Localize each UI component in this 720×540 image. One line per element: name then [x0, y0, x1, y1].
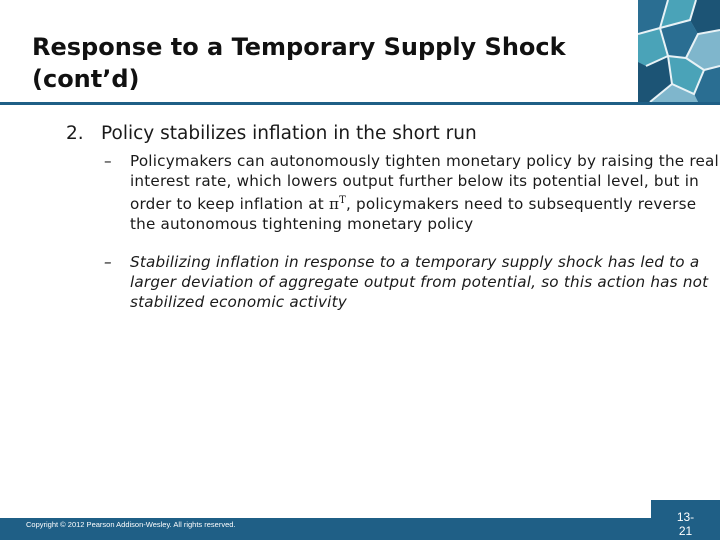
pi-symbol: π [328, 195, 340, 214]
copyright-notice: Copyright © 2012 Pearson Addison-Wesley. All rights reserved. [26, 520, 236, 529]
pi-target-symbol [329, 195, 346, 213]
subpoint-2 [104, 252, 720, 312]
point-text: Policy stabilizes inflation in the short run [101, 123, 477, 144]
title-divider [0, 102, 720, 105]
point-number: 2. [66, 123, 84, 144]
slide-title: Response to a Temporary Supply Shock (cont’d) [32, 33, 566, 93]
subpoint-1-text-after: , policymakers need to subsequently reverse the autonomous tightening monetary policy [130, 195, 697, 234]
subpoint-1-text-before: Policymakers can autonomously tighten monetary policy by raising the real interest rate, which lowers output further below its potential level, but in order to keep inflation at [130, 152, 719, 214]
subpoint-dash: – [104, 152, 112, 170]
superscript-t: T [339, 195, 346, 206]
main-point [66, 122, 706, 146]
subpoint-1 [104, 151, 720, 234]
subpoint-dash: – [104, 253, 112, 271]
page-number: 13- 21 [676, 510, 695, 538]
decorative-mosaic-image [638, 0, 720, 102]
subpoint-2-text: Stabilizing inflation in response to a temporary supply shock has led to a larger deviation of aggregate output from potential, so this action has not stabilized economic activity [130, 253, 709, 311]
